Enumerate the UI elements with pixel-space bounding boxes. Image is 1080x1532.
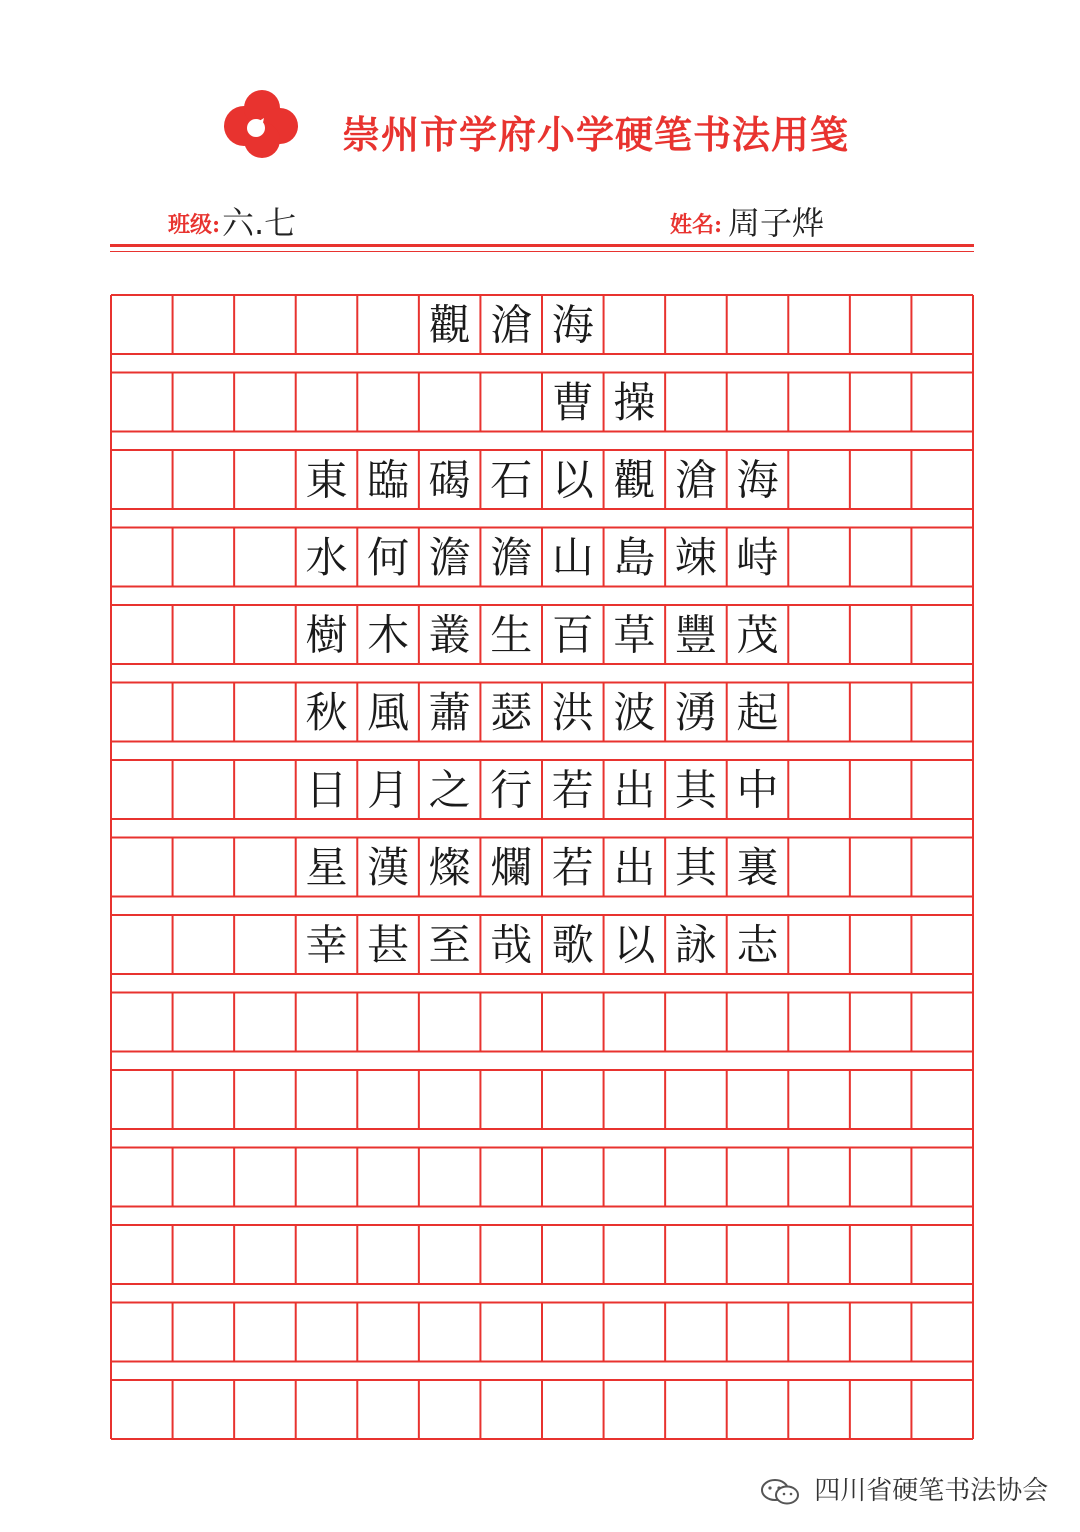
poem-line-char: 其 bbox=[674, 765, 717, 815]
wechat-icon bbox=[760, 1478, 800, 1506]
poem-line-char: 秋 bbox=[305, 688, 348, 737]
poem-line-char: 以 bbox=[551, 455, 594, 505]
poem-author-char: 曹 bbox=[551, 378, 594, 427]
poem-line-char: 百 bbox=[551, 610, 594, 660]
poem-line-char: 出 bbox=[613, 843, 656, 892]
poem-line-char: 中 bbox=[736, 765, 779, 815]
poem-line-char: 燦 bbox=[428, 843, 471, 892]
poem-line-char: 竦 bbox=[674, 533, 717, 582]
poem-line-char: 澹 bbox=[490, 533, 533, 582]
poem-line-char: 洪 bbox=[551, 688, 594, 737]
class-value: 六.七 bbox=[222, 204, 297, 242]
footer-watermark-text: 四川省硬笔书法协会 bbox=[814, 1476, 1049, 1506]
poem-line-char: 樹 bbox=[305, 610, 348, 660]
poem-line-char: 豐 bbox=[674, 610, 717, 660]
poem-line-char: 島 bbox=[613, 533, 656, 582]
poem-line-char: 漢 bbox=[367, 843, 410, 892]
poem-line-char: 歌 bbox=[551, 920, 594, 970]
poem-line-char: 之 bbox=[428, 765, 471, 815]
poem-line-char: 甚 bbox=[367, 920, 410, 970]
poem-line-char: 茂 bbox=[736, 610, 779, 660]
poem-line-char: 以 bbox=[613, 920, 656, 970]
poem-line-char: 哉 bbox=[490, 920, 533, 970]
class-label: 班级: bbox=[168, 212, 221, 238]
poem-line-char: 爛 bbox=[490, 843, 533, 892]
poem-line-char: 星 bbox=[305, 843, 348, 892]
poem-line-char: 瑟 bbox=[490, 688, 533, 737]
page-title: 崇州市学府小学硬笔书法用笺 bbox=[342, 112, 850, 157]
poem-line-char: 裏 bbox=[736, 843, 779, 892]
poem-line-char: 峙 bbox=[736, 533, 779, 582]
name-value: 周子烨 bbox=[728, 204, 825, 242]
poem-line-char: 生 bbox=[490, 610, 533, 660]
poem-line-char: 石 bbox=[490, 455, 533, 505]
poem-line-char: 水 bbox=[305, 533, 348, 582]
poem-line-char: 木 bbox=[367, 610, 410, 660]
poem-line-char: 行 bbox=[490, 765, 533, 815]
poem-line-char: 觀 bbox=[613, 455, 656, 505]
poem-line-char: 日 bbox=[305, 765, 348, 815]
name-label: 姓名: bbox=[670, 212, 723, 238]
poem-line-char: 山 bbox=[551, 533, 594, 582]
poem-line-char: 至 bbox=[428, 920, 471, 970]
poem-line-char: 其 bbox=[674, 843, 717, 892]
footer-watermark bbox=[760, 1470, 1048, 1507]
poem-line-char: 湧 bbox=[674, 688, 717, 737]
poem-line-char: 海 bbox=[736, 455, 779, 505]
poem-title-char: 海 bbox=[551, 300, 594, 350]
poem-line-char: 臨 bbox=[367, 455, 410, 505]
poem-line-char: 若 bbox=[551, 765, 594, 815]
poem-title-char: 滄 bbox=[490, 300, 533, 350]
poem-line-char: 若 bbox=[551, 843, 594, 892]
poem-line-char: 東 bbox=[305, 455, 348, 505]
poem-line-char: 志 bbox=[736, 920, 779, 970]
poem-line-char: 幸 bbox=[305, 920, 348, 970]
poem-line-char: 滄 bbox=[674, 455, 717, 505]
poem-line-char: 蕭 bbox=[428, 688, 471, 737]
poem-line-char: 詠 bbox=[674, 920, 717, 970]
poem-line-char: 澹 bbox=[428, 533, 471, 582]
poem-line-char: 波 bbox=[613, 688, 656, 737]
poem-line-char: 草 bbox=[613, 610, 656, 660]
poem-author-char: 操 bbox=[613, 378, 656, 427]
poem-line-char: 何 bbox=[367, 533, 410, 582]
poem-title-char: 觀 bbox=[428, 300, 471, 350]
poem-line-char: 月 bbox=[367, 765, 410, 815]
poem-line-char: 風 bbox=[367, 688, 410, 737]
poem-line-char: 起 bbox=[736, 688, 779, 737]
poem-line-char: 出 bbox=[613, 765, 656, 815]
poem-line-char: 叢 bbox=[428, 610, 471, 660]
poem-line-char: 碣 bbox=[428, 455, 471, 505]
